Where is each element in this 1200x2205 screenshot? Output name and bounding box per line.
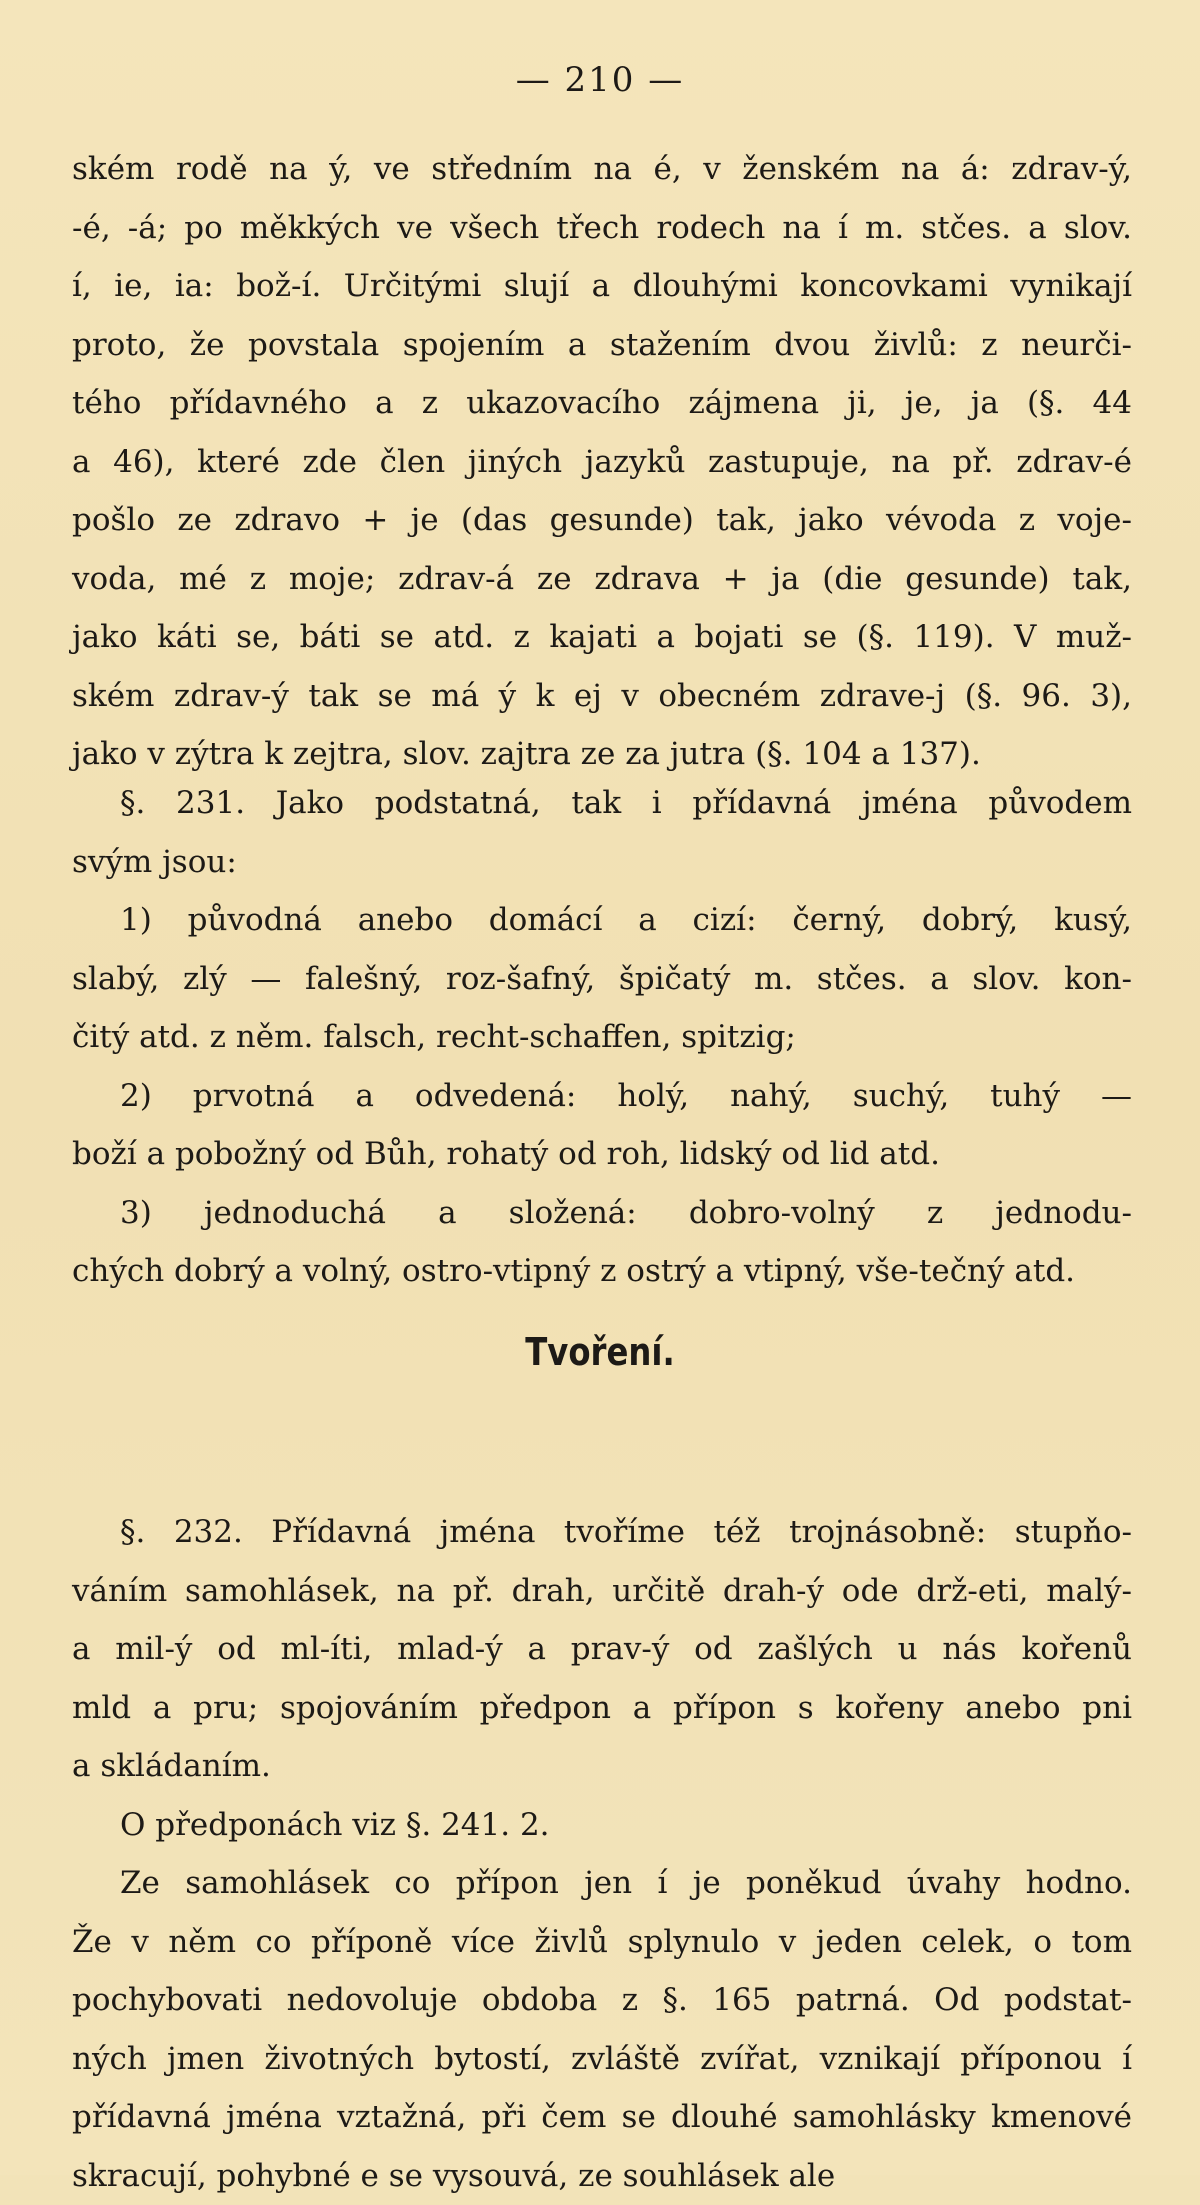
- text-line: mld a pru; spojováním předpon a přípon s kořeny anebo pni: [72, 1679, 1132, 1738]
- text-line: chých dobrý a volný, ostro-vtipný z ostrý a vtipný, vše-tečný atd.: [72, 1242, 1132, 1301]
- text-line: voda, mé z moje; zdrav-á ze zdrava + ja (die gesunde) tak,: [72, 550, 1132, 609]
- text-line: čitý atd. z něm. falsch, recht-schaffen, spitzig;: [72, 1008, 1132, 1067]
- page-number: — 210 —: [0, 60, 1200, 100]
- text-line: boží a pobožný od Bůh, rohatý od roh, lidský od lid atd.: [72, 1125, 1132, 1184]
- text-line: tého přídavného a z ukazovacího zájmena ji, je, ja (§. 44: [72, 374, 1132, 433]
- text-line: ském rodě na ý, ve středním na é, v ženském na á: zdrav-ý,: [72, 140, 1132, 199]
- text-line: jako v zýtra k zejtra, slov. zajtra ze za jutra (§. 104 a 137).: [72, 725, 1132, 784]
- text-line: a 46), které zde člen jiných jazyků zastupuje, na př. zdrav-é: [72, 433, 1132, 492]
- text-line: pochybovati nedovoluje obdoba z §. 165 patrná. Od podstat-: [72, 1971, 1132, 2030]
- text-line: Ze samohlásek co přípon jen í je poněkud úvahy hodno.: [72, 1854, 1132, 1913]
- section-heading: Tvoření.: [90, 1330, 1110, 1374]
- text-line: §. 231. Jako podstatná, tak i přídavná jména původem: [72, 774, 1132, 833]
- text-line: ných jmen životných bytostí, zvláště zvířat, vznikají příponou í: [72, 2030, 1132, 2089]
- text-line: ském zdrav-ý tak se má ý k ej v obecném zdrave-j (§. 96. 3),: [72, 667, 1132, 726]
- text-line: slabý, zlý — falešný, roz-šafný, špičatý m. stčes. a slov. kon-: [72, 950, 1132, 1009]
- text-line: O předponách viz §. 241. 2.: [72, 1796, 1132, 1855]
- text-line: pošlo ze zdravo + je (das gesunde) tak, jako vévoda z voje-: [72, 491, 1132, 550]
- text-line: svým jsou:: [72, 833, 1132, 892]
- text-line: proto, že povstala spojením a stažením dvou živlů: z neurči-: [72, 316, 1132, 375]
- text-line: 2) prvotná a odvedená: holý, nahý, suchý, tuhý —: [72, 1067, 1132, 1126]
- text-line: váním samohlásek, na př. drah, určitě drah-ý ode drž-eti, malý-: [72, 1562, 1132, 1621]
- text-line: a skládaním.: [72, 1737, 1132, 1796]
- text-line: skracují, pohybné e se vysouvá, ze souhlásek ale: [72, 2147, 1132, 2205]
- text-line: a mil-ý od ml-íti, mlad-ý a prav-ý od zašlých u nás kořenů: [72, 1620, 1132, 1679]
- text-line: 3) jednoduchá a složená: dobro-volný z jednodu-: [72, 1184, 1132, 1243]
- text-line: í, ie, ia: bož-í. Určitými slují a dlouhými koncovkami vynikají: [72, 257, 1132, 316]
- section-231: [72, 774, 1132, 1301]
- paragraph-declension: [72, 140, 1132, 784]
- text-line: jako káti se, báti se atd. z kajati a bojati se (§. 119). V muž-: [72, 608, 1132, 667]
- text-line: přídavná jména vztažná, při čem se dlouhé samohlásky kmenové: [72, 2088, 1132, 2147]
- text-line: -é, -á; po měkkých ve všech třech rodech na í m. stčes. a slov.: [72, 199, 1132, 258]
- section-232: [72, 1503, 1132, 2205]
- text-line: 1) původná anebo domácí a cizí: černý, dobrý, kusý,: [72, 891, 1132, 950]
- text-line: Že v něm co příponě více živlů splynulo v jeden celek, o tom: [72, 1913, 1132, 1972]
- text-line: §. 232. Přídavná jména tvoříme též trojnásobně: stupňo-: [72, 1503, 1132, 1562]
